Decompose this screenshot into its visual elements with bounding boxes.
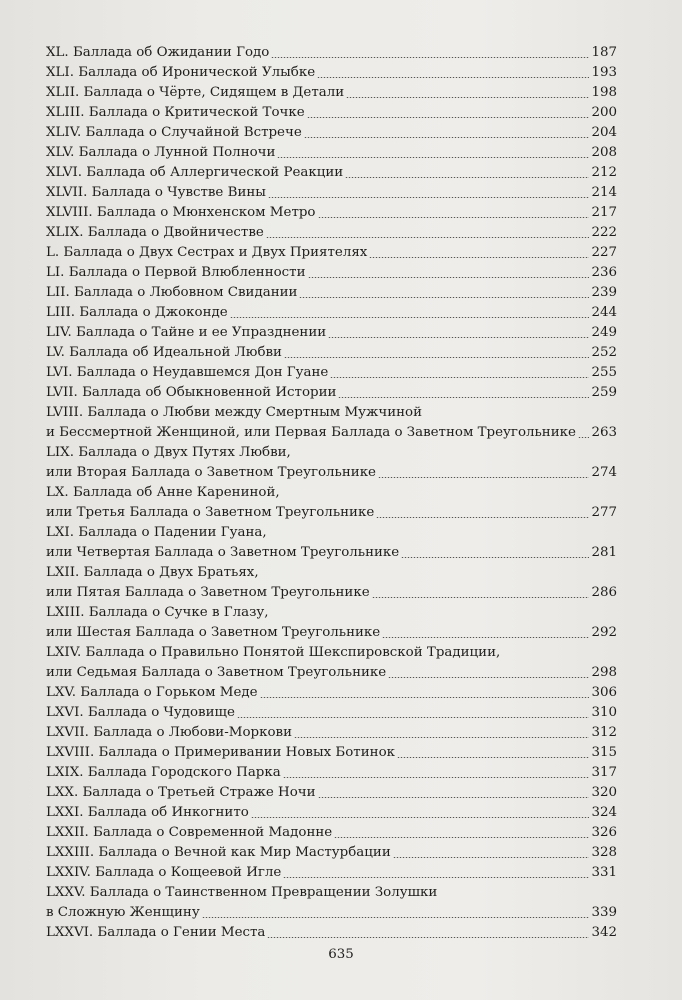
toc-entry-line <box>46 483 617 503</box>
toc-entry <box>46 843 617 863</box>
toc-entry-line <box>46 523 617 543</box>
toc-entry-page: 244 <box>591 305 617 320</box>
toc-entry-title: LI. Баллада о Первой Влюбленности <box>46 265 306 280</box>
dot-leader <box>382 637 589 638</box>
toc-entry <box>46 143 617 163</box>
dot-leader <box>284 357 589 358</box>
toc-entry-line <box>46 683 617 703</box>
toc-entry-line <box>46 563 617 583</box>
toc-entry-title: LXVIII. Баллада о Примеривании Новых Ботинок <box>46 745 395 760</box>
toc-entry-page: 198 <box>591 85 617 100</box>
toc-entry-page: 342 <box>591 925 617 940</box>
toc-entry-page: 214 <box>591 185 617 200</box>
toc-entry-title: XLVII. Баллада о Чувстве Вины <box>46 185 266 200</box>
toc-entry-page: 331 <box>591 865 617 880</box>
toc-entry-line <box>46 723 617 743</box>
toc-entry-page: 259 <box>591 385 617 400</box>
toc-entry-title: LVII. Баллада об Обыкновенной Истории <box>46 385 337 400</box>
toc-entry-title: LIV. Баллада о Тайне и ее Упразднении <box>46 325 327 340</box>
toc-entry <box>46 923 617 943</box>
toc-entry-page: 315 <box>591 745 617 760</box>
dot-leader <box>372 597 590 598</box>
toc-entry-line <box>46 443 617 463</box>
toc-entry-line <box>46 543 617 563</box>
toc-entry-title: LXV. Баллада о Горьком Меде <box>46 685 258 700</box>
toc-entry-page: 222 <box>591 225 617 240</box>
toc-entry-title: или Седьмая Баллада о Заветном Треугольнике <box>46 665 387 680</box>
toc-entry <box>46 723 617 743</box>
toc-entry <box>46 223 617 243</box>
toc-entry <box>46 123 617 143</box>
toc-entry-page: 320 <box>591 785 617 800</box>
dot-leader <box>308 277 590 278</box>
toc-entry-line <box>46 843 617 863</box>
toc-entry-line <box>46 583 617 603</box>
dot-leader <box>578 437 589 438</box>
dot-leader <box>330 377 589 378</box>
toc-entry-page: 306 <box>591 685 617 700</box>
toc-entry-line <box>46 703 617 723</box>
dot-leader <box>393 857 590 858</box>
toc-entry-title: или Вторая Баллада о Заветном Треугольнике <box>46 465 376 480</box>
toc-entry <box>46 563 617 603</box>
toc-entry-title: LXI. Баллада о Падении Гуана, <box>46 525 267 540</box>
toc-entry-page: 239 <box>591 285 617 300</box>
toc-entry-page: 310 <box>591 705 617 720</box>
toc-entry-line <box>46 243 617 263</box>
toc-entry-title: LXIII. Баллада о Сучке в Глазу, <box>46 605 269 620</box>
toc-entry-line <box>46 263 617 283</box>
toc-entry <box>46 483 617 523</box>
toc-entry-line <box>46 183 617 203</box>
toc-entry-title: LXVI. Баллада о Чудовище <box>46 705 235 720</box>
dot-leader <box>318 217 590 218</box>
toc-entry-title: LXXI. Баллада об Инкогнито <box>46 805 249 820</box>
toc-entry-page: 286 <box>591 585 617 600</box>
toc-entry <box>46 203 617 223</box>
toc-entry-page: 328 <box>591 845 617 860</box>
toc-entry-line <box>46 63 617 83</box>
toc-entry-line <box>46 823 617 843</box>
toc-entry <box>46 863 617 883</box>
toc-entry-page: 339 <box>591 905 617 920</box>
toc-entry-page: 208 <box>591 145 617 160</box>
toc-entry-line <box>46 903 617 923</box>
toc-entry-line <box>46 603 617 623</box>
toc-entry-title: LXVII. Баллада о Любови-Моркови <box>46 725 292 740</box>
toc-entry-page: 292 <box>591 625 617 640</box>
toc-entry <box>46 883 617 923</box>
toc-entry <box>46 643 617 683</box>
toc-entry-title: XLIX. Баллада о Двойничестве <box>46 225 264 240</box>
toc-entry-title: LXX. Баллада о Третьей Страже Ночи <box>46 785 316 800</box>
toc-entry-page: 204 <box>591 125 617 140</box>
dot-leader <box>277 157 589 158</box>
toc-entry <box>46 523 617 563</box>
toc-entry-title: LII. Баллада о Любовном Свидании <box>46 285 298 300</box>
toc-entry <box>46 763 617 783</box>
toc-entry-title: LXXII. Баллада о Современной Мадонне <box>46 825 333 840</box>
toc-entry-page: 317 <box>591 765 617 780</box>
toc-entry-page: 187 <box>591 45 617 60</box>
dot-leader <box>266 237 590 238</box>
toc-entry-page: 227 <box>591 245 617 260</box>
toc-entry-title: LIX. Баллада о Двух Путях Любви, <box>46 445 291 460</box>
dot-leader <box>338 397 589 398</box>
toc-entry-line <box>46 143 617 163</box>
toc-entry <box>46 743 617 763</box>
toc-entry-line <box>46 203 617 223</box>
toc-entry-line <box>46 363 617 383</box>
toc-entry-title: LXIX. Баллада Городского Парка <box>46 765 281 780</box>
toc-entry-page: 193 <box>591 65 617 80</box>
toc-entry-title: LXXIII. Баллада о Вечной как Мир Мастурбации <box>46 845 391 860</box>
toc-entry-title: XLVIII. Баллада о Мюнхенском Метро <box>46 205 316 220</box>
toc-entry <box>46 443 617 483</box>
toc-entry-line <box>46 163 617 183</box>
toc-entry-title: LV. Баллада об Идеальной Любви <box>46 345 282 360</box>
toc-entry <box>46 303 617 323</box>
toc-entry-title: LX. Баллада об Анне Карениной, <box>46 485 280 500</box>
toc-entry-page: 236 <box>591 265 617 280</box>
toc-entry-page: 274 <box>591 465 617 480</box>
toc-entry-title: или Шестая Баллада о Заветном Треугольнике <box>46 625 381 640</box>
toc-entry-line <box>46 83 617 103</box>
toc-entry-page: 298 <box>591 665 617 680</box>
dot-leader <box>388 677 589 678</box>
toc-entry-line <box>46 863 617 883</box>
dot-leader <box>346 97 589 98</box>
toc-entry-page: 200 <box>591 105 617 120</box>
toc-entry <box>46 103 617 123</box>
toc-entry <box>46 383 617 403</box>
toc-entry <box>46 403 617 443</box>
toc-entry <box>46 603 617 643</box>
toc-entry-page: 249 <box>591 325 617 340</box>
toc-entry-line <box>46 643 617 663</box>
toc-entry-line <box>46 223 617 243</box>
dot-leader <box>237 717 590 718</box>
toc-entry-title: LXXVI. Баллада о Гении Места <box>46 925 266 940</box>
dot-leader <box>378 477 589 478</box>
toc-entry-page: 263 <box>591 425 617 440</box>
toc-entry-line <box>46 763 617 783</box>
toc-entry <box>46 43 617 63</box>
dot-leader <box>376 517 589 518</box>
toc-entry-title: LXIV. Баллада о Правильно Понятой Шекспировской Традиции, <box>46 645 501 660</box>
toc-entry-title: LXII. Баллада о Двух Братьях, <box>46 565 259 580</box>
toc-entry <box>46 83 617 103</box>
toc-entry-line <box>46 283 617 303</box>
toc-entry-line <box>46 343 617 363</box>
toc-entry-title: XLII. Баллада о Чёрте, Сидящем в Детали <box>46 85 345 100</box>
toc-entry-line <box>46 803 617 823</box>
toc-entry <box>46 163 617 183</box>
toc-entry-title: LXXIV. Баллада о Кощеевой Игле <box>46 865 282 880</box>
toc-entry-line <box>46 43 617 63</box>
dot-leader <box>268 197 589 198</box>
dot-leader <box>283 777 590 778</box>
toc-entry-title: и Бессмертной Женщиной, или Первая Баллада о Заветном Треугольнике <box>46 425 576 440</box>
toc-entry-line <box>46 123 617 143</box>
toc-entry <box>46 243 617 263</box>
toc-entry-page: 324 <box>591 805 617 820</box>
dot-leader <box>334 837 589 838</box>
toc-entry-page: 217 <box>591 205 617 220</box>
dot-leader <box>260 697 590 698</box>
toc-entry-line <box>46 303 617 323</box>
toc-entry <box>46 63 617 83</box>
toc-entry-line <box>46 783 617 803</box>
table-of-contents <box>46 43 617 943</box>
dot-leader <box>294 737 589 738</box>
page-number-footer: 635 <box>328 947 354 962</box>
dot-leader <box>283 877 589 878</box>
dot-leader <box>299 297 589 298</box>
dot-leader <box>304 137 590 138</box>
toc-entry <box>46 343 617 363</box>
dot-leader <box>397 757 589 758</box>
toc-entry-title: LVI. Баллада о Неудавшемся Дон Гуане <box>46 365 329 380</box>
toc-entry-title: LIII. Баллада о Джоконде <box>46 305 228 320</box>
toc-entry-line <box>46 463 617 483</box>
toc-entry-page: 255 <box>591 365 617 380</box>
toc-entry-title: XLVI. Баллада об Аллергической Реакции <box>46 165 344 180</box>
dot-leader <box>345 177 589 178</box>
dot-leader <box>317 77 589 78</box>
toc-entry-title: LXXV. Баллада о Таинственном Превращении Золушки <box>46 885 438 900</box>
toc-entry-title: LVIII. Баллада о Любви между Смертным Мужчиной <box>46 405 423 420</box>
toc-entry <box>46 183 617 203</box>
toc-entry-title: L. Баллада о Двух Сестрах и Двух Приятелях <box>46 245 368 260</box>
toc-entry-line <box>46 623 617 643</box>
dot-leader <box>328 337 589 338</box>
toc-entry-page: 312 <box>591 725 617 740</box>
dot-leader <box>271 57 589 58</box>
dot-leader <box>307 117 590 118</box>
toc-entry-title: XLV. Баллада о Лунной Полночи <box>46 145 276 160</box>
toc-entry-line <box>46 423 617 443</box>
toc-entry-title: или Третья Баллада о Заветном Треугольнике <box>46 505 375 520</box>
toc-entry-page: 252 <box>591 345 617 360</box>
toc-entry-title: или Четвертая Баллада о Заветном Треугольнике <box>46 545 400 560</box>
dot-leader <box>318 797 590 798</box>
toc-entry-title: XLI. Баллада об Иронической Улыбке <box>46 65 316 80</box>
toc-entry <box>46 283 617 303</box>
toc-entry-line <box>46 743 617 763</box>
dot-leader <box>202 917 590 918</box>
dot-leader <box>401 557 589 558</box>
toc-entry-title: в Сложную Женщину <box>46 905 200 920</box>
dot-leader <box>251 817 590 818</box>
toc-entry-page: 212 <box>591 165 617 180</box>
toc-entry-line <box>46 883 617 903</box>
toc-entry-page: 281 <box>591 545 617 560</box>
toc-entry-line <box>46 383 617 403</box>
toc-entry-title: XL. Баллада об Ожидании Годо <box>46 45 270 60</box>
toc-entry <box>46 683 617 703</box>
toc-entry <box>46 323 617 343</box>
toc-entry-page: 277 <box>591 505 617 520</box>
toc-entry-line <box>46 503 617 523</box>
dot-leader <box>267 937 589 938</box>
toc-entry <box>46 783 617 803</box>
toc-entry-title: или Пятая Баллада о Заветном Треугольнике <box>46 585 370 600</box>
toc-entry-title: XLIV. Баллада о Случайной Встрече <box>46 125 302 140</box>
toc-entry <box>46 263 617 283</box>
toc-entry-line <box>46 323 617 343</box>
toc-entry-title: XLIII. Баллада о Критической Точке <box>46 105 305 120</box>
toc-entry-line <box>46 103 617 123</box>
toc-entry-line <box>46 403 617 423</box>
dot-leader <box>230 317 590 318</box>
toc-entry <box>46 823 617 843</box>
toc-entry <box>46 803 617 823</box>
toc-entry-line <box>46 923 617 943</box>
toc-entry-page: 326 <box>591 825 617 840</box>
toc-entry <box>46 703 617 723</box>
toc-entry-line <box>46 663 617 683</box>
dot-leader <box>369 257 589 258</box>
toc-entry <box>46 363 617 383</box>
